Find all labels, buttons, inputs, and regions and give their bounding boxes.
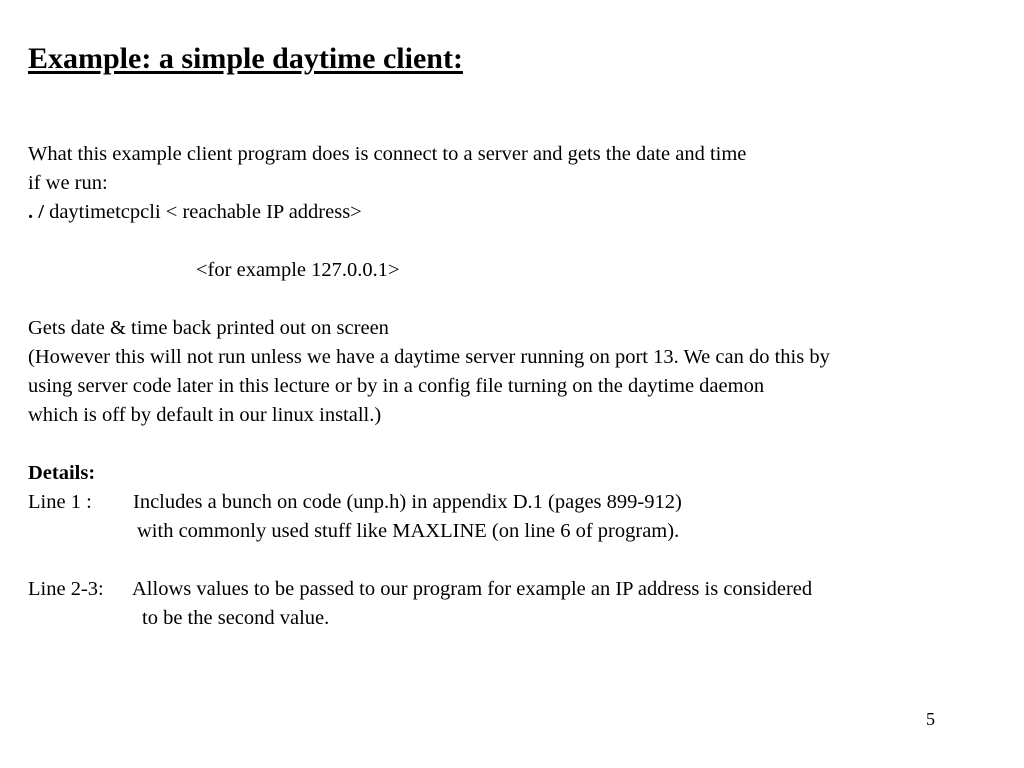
- line23-continuation: to be the second value.: [142, 607, 330, 629]
- note-line-2: using server code later in this lecture or by in a config file turning on the daytime daemon: [28, 375, 765, 397]
- command-rest: daytimetcpcli < reachable IP address>: [43, 201, 362, 223]
- intro-line-1: What this example client program does is connect to a server and gets the date and time: [28, 143, 747, 165]
- example-ip-line: <for example 127.0.0.1>: [196, 259, 400, 281]
- line1-text: Includes a bunch on code (unp.h) in appendix D.1 (pages 899-912): [133, 491, 682, 513]
- command-prefix: . /: [28, 201, 44, 223]
- slide-title: Example: a simple daytime client:: [28, 42, 463, 75]
- line1-continuation: with commonly used stuff like MAXLINE (on line 6 of program).: [137, 520, 680, 542]
- command-line: [28, 199, 362, 225]
- result-line: Gets date & time back printed out on screen: [28, 317, 389, 339]
- details-heading: Details:: [28, 462, 96, 484]
- line1-label: Line 1 :: [28, 491, 92, 513]
- note-line-3: which is off by default in our linux install.): [28, 404, 382, 426]
- line23-label: Line 2-3:: [28, 578, 104, 600]
- intro-line-2: if we run:: [28, 172, 108, 194]
- page-number: 5: [926, 709, 935, 729]
- line23-text: Allows values to be passed to our program for example an IP address is considered: [132, 578, 813, 600]
- note-line-1: (However this will not run unless we have a daytime server running on port 13. We can do this by: [28, 346, 830, 368]
